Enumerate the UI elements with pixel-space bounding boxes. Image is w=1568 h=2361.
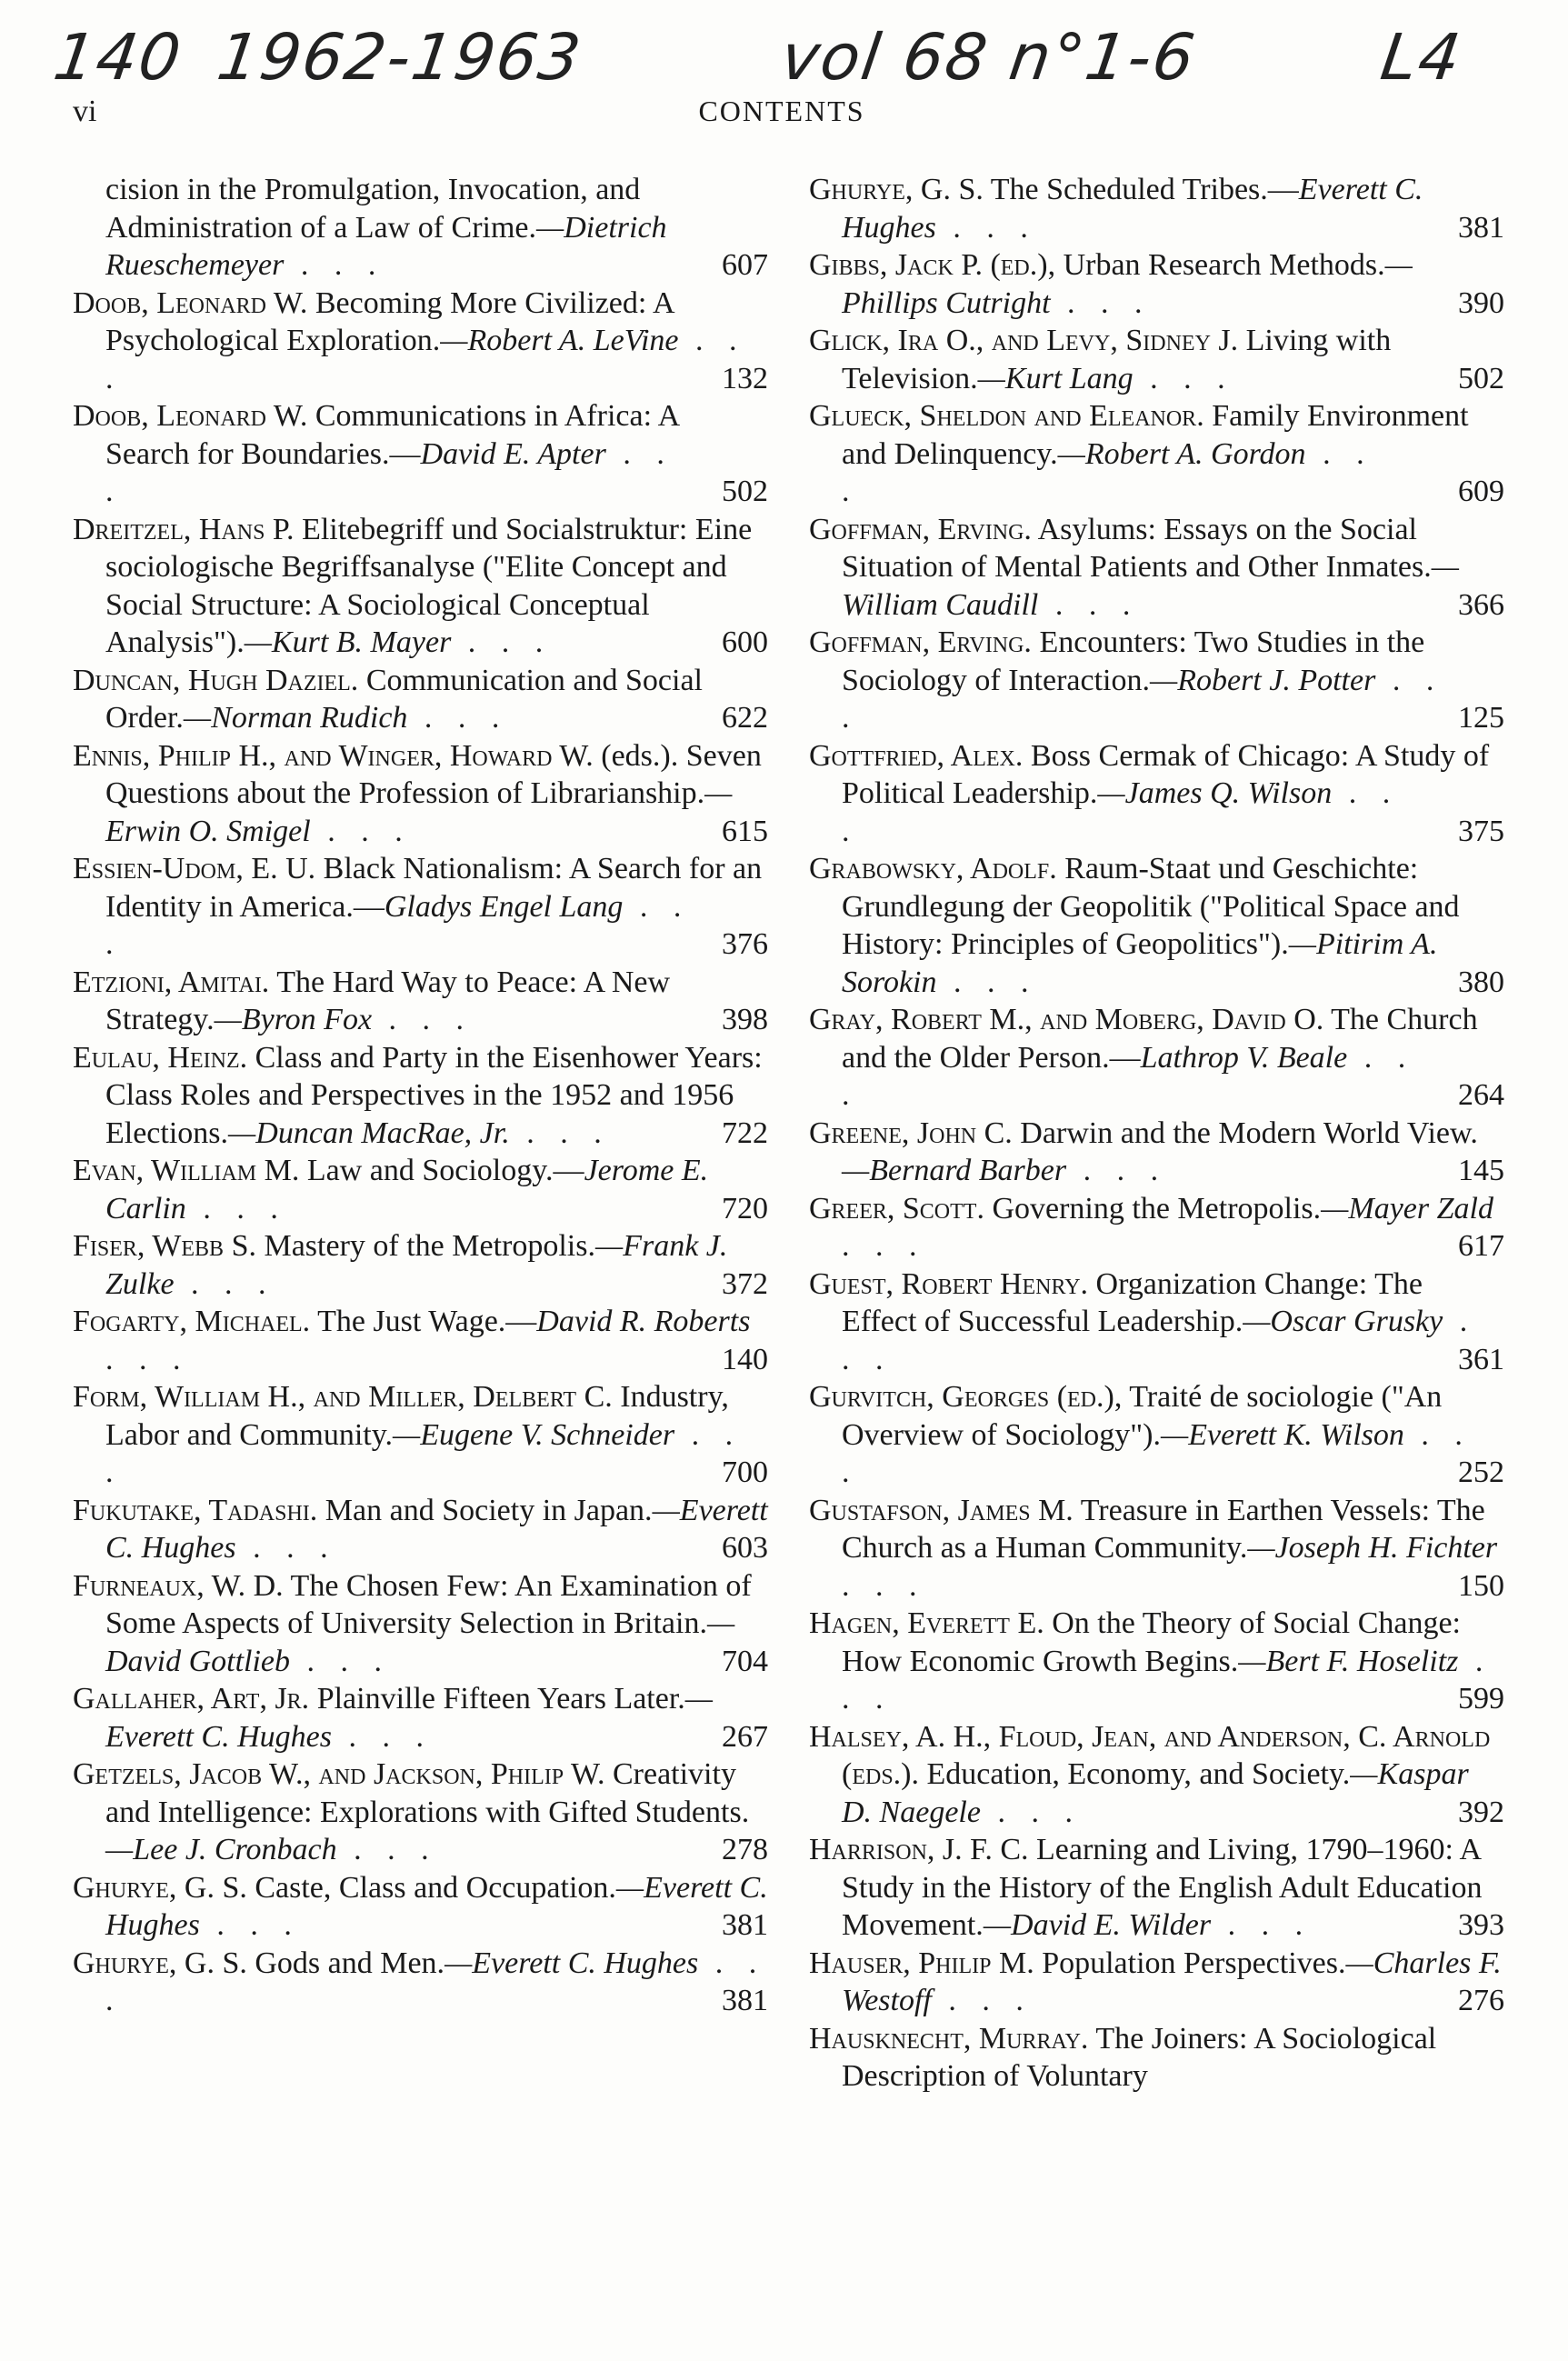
leader-dots: . . .	[842, 1568, 926, 1603]
entry-page-number: 609	[1458, 475, 1504, 508]
entry-page-number: 264	[1458, 1078, 1504, 1112]
leader-dots: . . .	[185, 1191, 287, 1226]
entry-title: The Just Wage.—	[317, 1305, 537, 1338]
leader-dots: . . .	[509, 1115, 611, 1150]
entry-title: Living with Television.	[842, 324, 1392, 395]
entry-page-number: 392	[1458, 1795, 1504, 1829]
index-entry	[73, 1492, 768, 1567]
entry-page-number: 393	[1458, 1908, 1504, 1942]
entry-author: Ennis, Philip H., and Winger, Howard	[73, 738, 553, 773]
entry-reviewer: —Pitirim A. Sorokin	[842, 927, 1438, 999]
leader-dots: . . .	[842, 663, 1443, 735]
entry-title: Gods and Men.	[255, 1946, 445, 1980]
index-entry	[809, 511, 1504, 625]
leader-dots: . . .	[407, 701, 509, 735]
entry-page-number: 366	[1458, 587, 1504, 622]
entry-reviewer: —Lee J. Cronbach	[105, 1833, 337, 1866]
index-entry	[809, 1945, 1504, 2020]
entry-reviewer: —Bernard Barber	[842, 1154, 1067, 1187]
entry-author: Harrison, J. F. C.	[809, 1833, 1029, 1866]
entry-author: Essien-Udom, E. U.	[73, 852, 316, 885]
entry-reviewer: —Kurt B. Mayer	[244, 625, 452, 659]
entry-page-number: 267	[722, 1719, 768, 1754]
entry-title: W. Creativity and Intelligence: Explorations with Gifted Students.	[105, 1757, 750, 1829]
entry-reviewer: David E. Apter	[420, 436, 606, 471]
index-entry	[73, 1303, 768, 1378]
leader-dots: . . .	[105, 324, 746, 395]
entry-page-number: 372	[722, 1266, 768, 1301]
entry-reviewer: —Dietrich Rueschemeyer	[105, 210, 667, 282]
entry-author: Glueck, Sheldon and Eleanor.	[809, 399, 1204, 433]
entry-author: Form, William H., and Miller, Delbert	[73, 1380, 577, 1414]
entry-page-number: 380	[1458, 965, 1504, 999]
leader-dots: . . .	[105, 1417, 743, 1489]
entry-reviewer: —Charles F. Westoff	[842, 1946, 1502, 2017]
entry-reviewer: —Kurt Lang	[977, 361, 1134, 395]
entry-reviewer: —James Q. Wilson	[1097, 776, 1333, 810]
leader-dots: . . .	[1038, 587, 1140, 622]
handwritten-code: L4	[1376, 20, 1467, 95]
leader-dots: . . .	[1066, 1154, 1168, 1187]
index-entry	[73, 1039, 768, 1153]
entry-page-number: 502	[1458, 361, 1504, 395]
entry-page-number: 381	[1458, 210, 1504, 245]
entry-reviewer: —Norman Rudich	[183, 701, 408, 735]
entry-page-number: 700	[722, 1456, 768, 1489]
leader-dots: . . .	[284, 248, 385, 282]
entry-title: Darwin and the Modern World View.	[1020, 1115, 1478, 1150]
entry-author: Furneaux, W. D.	[73, 1568, 284, 1603]
entry-page-number: 276	[1458, 1984, 1504, 2017]
entry-reviewer: —Everett C. Hughes	[444, 1946, 699, 1980]
entry-title: Education, Economy, and Society.	[926, 1757, 1351, 1791]
entry-reviewer: —Everett K. Wilson	[1160, 1417, 1404, 1452]
entry-title: On the Theory of Social Change: How Economic Growth Begins.	[842, 1606, 1462, 1678]
entry-author: Glick, Ira O., and Levy, Sidney J.	[809, 324, 1239, 357]
index-entry	[73, 1680, 768, 1756]
leader-dots: . . .	[931, 1984, 1033, 2017]
leader-dots: . . .	[980, 1795, 1082, 1829]
index-entry	[809, 246, 1504, 322]
entry-reviewer: —Kaspar D. Naegele	[842, 1757, 1469, 1829]
entry-author: Greer, Scott.	[809, 1191, 984, 1226]
entry-reviewer: —Byron Fox	[214, 1003, 373, 1036]
entry-page-number: 607	[722, 248, 768, 282]
index-entry	[73, 1756, 768, 1869]
entry-author: Gallaher, Art, Jr.	[73, 1682, 310, 1716]
entry-reviewer: —Everett C. Hughes	[105, 1493, 768, 1565]
index-entry	[73, 1945, 768, 2020]
entry-title: Caste, Class and Occupation.	[255, 1870, 616, 1905]
leader-dots: . . .	[451, 625, 553, 659]
leader-dots: . . .	[842, 436, 1373, 508]
leader-dots: . . .	[936, 965, 1038, 999]
entry-title: Learning and Living, 1790–1960: A Study in the History of the English Adult Education Movement.	[842, 1833, 1483, 1942]
leader-dots: . . .	[290, 1644, 392, 1678]
index-entry	[73, 1869, 768, 1945]
leader-dots: . . .	[199, 1908, 301, 1942]
entry-title: Governing the Metropolis.	[992, 1191, 1322, 1226]
entry-reviewer: —Everett C. Hughes	[105, 1870, 768, 1942]
entry-author: Halsey, A. H., Floud, Jean, and Anderson, C. Arnold (eds.).	[809, 1719, 1491, 1791]
leader-dots: . . .	[935, 210, 1037, 245]
index-entry	[809, 1266, 1504, 1379]
entry-title: Family Environment and Delinquency.	[842, 399, 1469, 471]
entry-author: Eulau, Heinz.	[73, 1040, 248, 1075]
index-entry	[73, 171, 768, 285]
entry-reviewer: —William Caudill	[842, 550, 1459, 622]
page-header	[73, 95, 1491, 140]
entry-title: Communications in Africa: A Search for Boundaries.—	[105, 399, 679, 471]
leader-dots: . . .	[105, 436, 674, 508]
entry-title: The Hard Way to Peace: A New Strategy.	[105, 965, 671, 1036]
index-entry	[73, 737, 768, 851]
entry-page-number: 398	[722, 1003, 768, 1036]
entry-author: Duncan, Hugh Daziel.	[73, 663, 359, 697]
entry-author: Guest, Robert Henry.	[809, 1266, 1089, 1301]
entry-page-number: 615	[722, 814, 768, 848]
entry-title: Becoming More Civilized: A Psychological Exploration.	[105, 285, 674, 357]
entry-title: Encounters: Two Studies in the Sociology of Interaction.	[842, 625, 1425, 697]
entry-title: Plainville Fifteen Years Later.	[316, 1682, 685, 1716]
entry-reviewer: —Robert A. Gordon	[1057, 436, 1306, 471]
entry-author: Getzels, Jacob W., and Jackson, Philip	[73, 1757, 564, 1791]
entry-author: Greene, John C.	[809, 1115, 1013, 1150]
entry-title: The Joiners: A Sociological Description of Voluntary	[842, 2021, 1437, 2093]
entry-title: Black Nationalism: A Search for an Identity in America.—	[105, 852, 763, 924]
entry-author: Fiser, Webb S.	[73, 1229, 256, 1263]
entry-reviewer: —Bert F. Hoselitz	[1238, 1644, 1459, 1678]
leader-dots: . . .	[372, 1003, 474, 1036]
index-entry	[73, 1152, 768, 1227]
entry-page-number: 375	[1458, 814, 1504, 848]
entry-page-number: 599	[1458, 1682, 1504, 1716]
index-entry	[73, 1378, 768, 1492]
entry-page-number: 150	[1458, 1568, 1504, 1603]
entry-page-number: 278	[722, 1833, 768, 1866]
index-entry	[73, 662, 768, 737]
entry-title: Class and Party in the Eisenhower Years: Class Roles and Perspectives in the 1952 and 1956 Elections.	[105, 1040, 763, 1150]
leader-dots: . . .	[105, 889, 691, 961]
entry-author: Etzioni, Amitai.	[73, 965, 270, 999]
entry-page-number: 376	[722, 927, 768, 961]
entry-page-number: 125	[1458, 701, 1504, 735]
entry-page-number: 617	[1458, 1229, 1504, 1263]
entry-reviewer: —Joseph H. Fichter	[1247, 1531, 1498, 1565]
entry-author: Ghurye, G. S.	[73, 1870, 247, 1905]
entry-author: Evan, William M.	[73, 1154, 300, 1187]
entry-title: Asylums: Essays on the Social Situation of Mental Patients and Other Inmates.	[842, 512, 1432, 584]
entry-reviewer: —David Gottlieb	[105, 1606, 735, 1678]
entry-title: The Scheduled Tribes.—	[990, 173, 1299, 206]
entry-reviewer: —David E. Wilder	[983, 1908, 1212, 1942]
entry-title: cision in the Promulgation, Invocation, and Administration of a Law of Crime.	[105, 173, 641, 245]
entry-title: Law and Sociology.—	[306, 1154, 584, 1187]
index-entry	[809, 1378, 1504, 1492]
entry-page-number: 252	[1458, 1456, 1504, 1489]
leader-dots: . . .	[1133, 361, 1234, 395]
entry-page-number: 381	[722, 1984, 768, 2017]
entry-author: Fogarty, Michael.	[73, 1305, 311, 1338]
index-entry	[809, 850, 1504, 1001]
leader-dots: . . .	[1050, 285, 1152, 320]
leader-dots: . . .	[331, 1719, 433, 1754]
entry-reviewer: —Erwin O. Smigel	[105, 776, 733, 848]
index-entry	[809, 1492, 1504, 1606]
entry-title: Raum-Staat und Geschichte: Grundlegung der Geopolitik ("Political Space and History: Principles of Geopolitics").	[842, 852, 1460, 961]
entry-page-number: 361	[1458, 1342, 1504, 1376]
leader-dots: . . .	[310, 814, 412, 848]
entry-author: Gottfried, Alex.	[809, 738, 1024, 773]
entry-title: Boss Cermak of Chicago: A Study of Political Leadership.	[842, 738, 1490, 810]
entry-author: Goffman, Erving.	[809, 512, 1032, 546]
entry-page-number: 600	[722, 625, 768, 659]
entry-reviewer: —Mayer Zald	[1321, 1191, 1493, 1226]
leader-dots: . . .	[235, 1531, 337, 1565]
index-entry	[73, 511, 768, 662]
leader-dots: . . .	[105, 1342, 190, 1376]
entry-author: Goffman, Erving.	[809, 625, 1032, 659]
entry-title: Organization Change: The Effect of Successful Leadership.	[842, 1266, 1423, 1338]
entry-reviewer: —Duncan MacRae, Jr.	[228, 1115, 510, 1150]
index-entry	[73, 1567, 768, 1681]
entry-page-number: 622	[722, 701, 768, 735]
entry-page-number: 603	[722, 1531, 768, 1565]
entry-title: Urban Research Methods.	[1063, 248, 1385, 282]
entry-title: Population Perspectives.	[1042, 1946, 1346, 1980]
page-title: CONTENTS	[698, 95, 865, 127]
index-entry	[809, 624, 1504, 737]
index-entry	[809, 737, 1504, 851]
entry-title: Communication and Social Order.	[105, 663, 703, 735]
entry-title: The Chosen Few: An Examination of Some Aspects of University Selection in Britain.	[105, 1568, 752, 1640]
entry-author: Hausknecht, Murray.	[809, 2021, 1089, 2056]
entry-author: Gurvitch, Georges (ed.),	[809, 1380, 1123, 1414]
entry-reviewer: —Eugene V. Schneider	[393, 1417, 675, 1452]
entry-page-number: 145	[1458, 1154, 1504, 1187]
entry-title: C. Industry, Labor and Community.	[105, 1380, 729, 1452]
leader-dots: . . .	[842, 1040, 1415, 1112]
entry-reviewer: —Robert A. LeVine	[440, 324, 679, 357]
index-entry	[73, 397, 768, 511]
entry-author: Doob, Leonard W.	[73, 285, 308, 320]
entry-page-number: 390	[1458, 285, 1504, 320]
entry-reviewer: —Oscar Grusky	[1243, 1305, 1443, 1338]
entry-author: Gray, Robert M., and Moberg, David	[809, 1003, 1286, 1036]
entry-author: Gibbs, Jack P. (ed.),	[809, 248, 1056, 282]
entry-author: Dreitzel, Hans P.	[73, 512, 295, 546]
entry-author: Grabowsky, Adolf.	[809, 852, 1057, 885]
entry-page-number: 704	[722, 1644, 768, 1678]
entry-page-number: 140	[722, 1342, 768, 1376]
left-column	[73, 171, 768, 2020]
leader-dots: . . .	[842, 776, 1400, 848]
index-entry	[809, 322, 1504, 397]
entry-reviewer: —Frank J. Zulke	[105, 1229, 728, 1301]
right-column	[809, 171, 1504, 2096]
entry-author: Ghurye, G. S.	[73, 1946, 247, 1980]
leader-dots: . . .	[842, 1305, 1477, 1376]
entry-author: Hagen, Everett E.	[809, 1606, 1044, 1640]
entry-page-number: 722	[722, 1115, 768, 1150]
index-entry	[809, 2020, 1504, 2096]
index-entry	[809, 1718, 1504, 1832]
handwritten-years: 1962-1963	[213, 20, 587, 95]
index-entry	[809, 171, 1504, 246]
entry-title: Traité de sociologie ("An Overview of Sociology").	[842, 1380, 1443, 1452]
entry-author: Ghurye, G. S.	[809, 173, 984, 206]
entry-author: Doob, Leonard W.	[73, 399, 308, 433]
index-entry	[809, 1001, 1504, 1115]
page-number: vi	[73, 95, 97, 128]
entry-title: Mastery of the Metropolis.	[264, 1229, 595, 1263]
entry-page-number: 381	[722, 1908, 768, 1942]
entry-page-number: 720	[722, 1191, 768, 1226]
entry-title: W. (eds.). Seven Questions about the Profession of Librarianship.	[105, 738, 762, 810]
index-entry	[809, 1831, 1504, 1945]
handwritten-number: 140	[49, 20, 187, 95]
entry-reviewer: Gladys Engel Lang	[384, 889, 624, 924]
index-entry	[73, 285, 768, 398]
leader-dots: . . .	[842, 1229, 926, 1263]
leader-dots: . . .	[1211, 1908, 1313, 1942]
leader-dots: . . .	[842, 1417, 1472, 1489]
index-entry	[809, 1115, 1504, 1190]
leader-dots: . . .	[174, 1266, 275, 1301]
entry-author: Hauser, Philip M.	[809, 1946, 1034, 1980]
index-entry	[73, 964, 768, 1039]
entry-reviewer: —Phillips Cutright	[842, 248, 1413, 320]
entry-title: O. The Church and the Older Person.—	[842, 1003, 1478, 1075]
entry-title: Elitebegriff und Socialstruktur: Eine sociologische Begriffsanalyse ("Elite Concept and Social Structure: A Sociological Conceptual Analysis").	[105, 512, 753, 659]
leader-dots: . . .	[842, 1644, 1493, 1716]
entry-reviewer: Everett C. Hughes	[842, 173, 1423, 245]
handwritten-volume: vol 68 n°1-6	[776, 20, 1201, 95]
entry-author: Gustafson, James M.	[809, 1493, 1074, 1527]
entry-author: Fukutake, Tadashi.	[73, 1493, 318, 1527]
entry-page-number: 502	[722, 475, 768, 508]
leader-dots: . . .	[105, 1946, 766, 2017]
entry-page-number: 132	[722, 361, 768, 395]
index-entry	[809, 1605, 1504, 1718]
index-entry	[73, 1227, 768, 1303]
index-entry	[809, 397, 1504, 511]
entry-reviewer: Lathrop V. Beale	[1140, 1040, 1348, 1075]
entry-title: Man and Society in Japan.	[325, 1493, 653, 1527]
entry-title: Treasure in Earthen Vessels: The Church as a Human Community.	[842, 1493, 1485, 1565]
entry-reviewer: —Everett C. Hughes	[105, 1682, 714, 1754]
handwritten-annotation	[49, 20, 1509, 106]
leader-dots: . . .	[336, 1833, 438, 1866]
index-entry	[809, 1190, 1504, 1266]
entry-reviewer: Jerome E. Carlin	[105, 1154, 709, 1226]
entry-reviewer: —Robert J. Potter	[1149, 663, 1376, 697]
entry-reviewer: David R. Roberts	[536, 1305, 751, 1338]
index-entry	[73, 850, 768, 964]
